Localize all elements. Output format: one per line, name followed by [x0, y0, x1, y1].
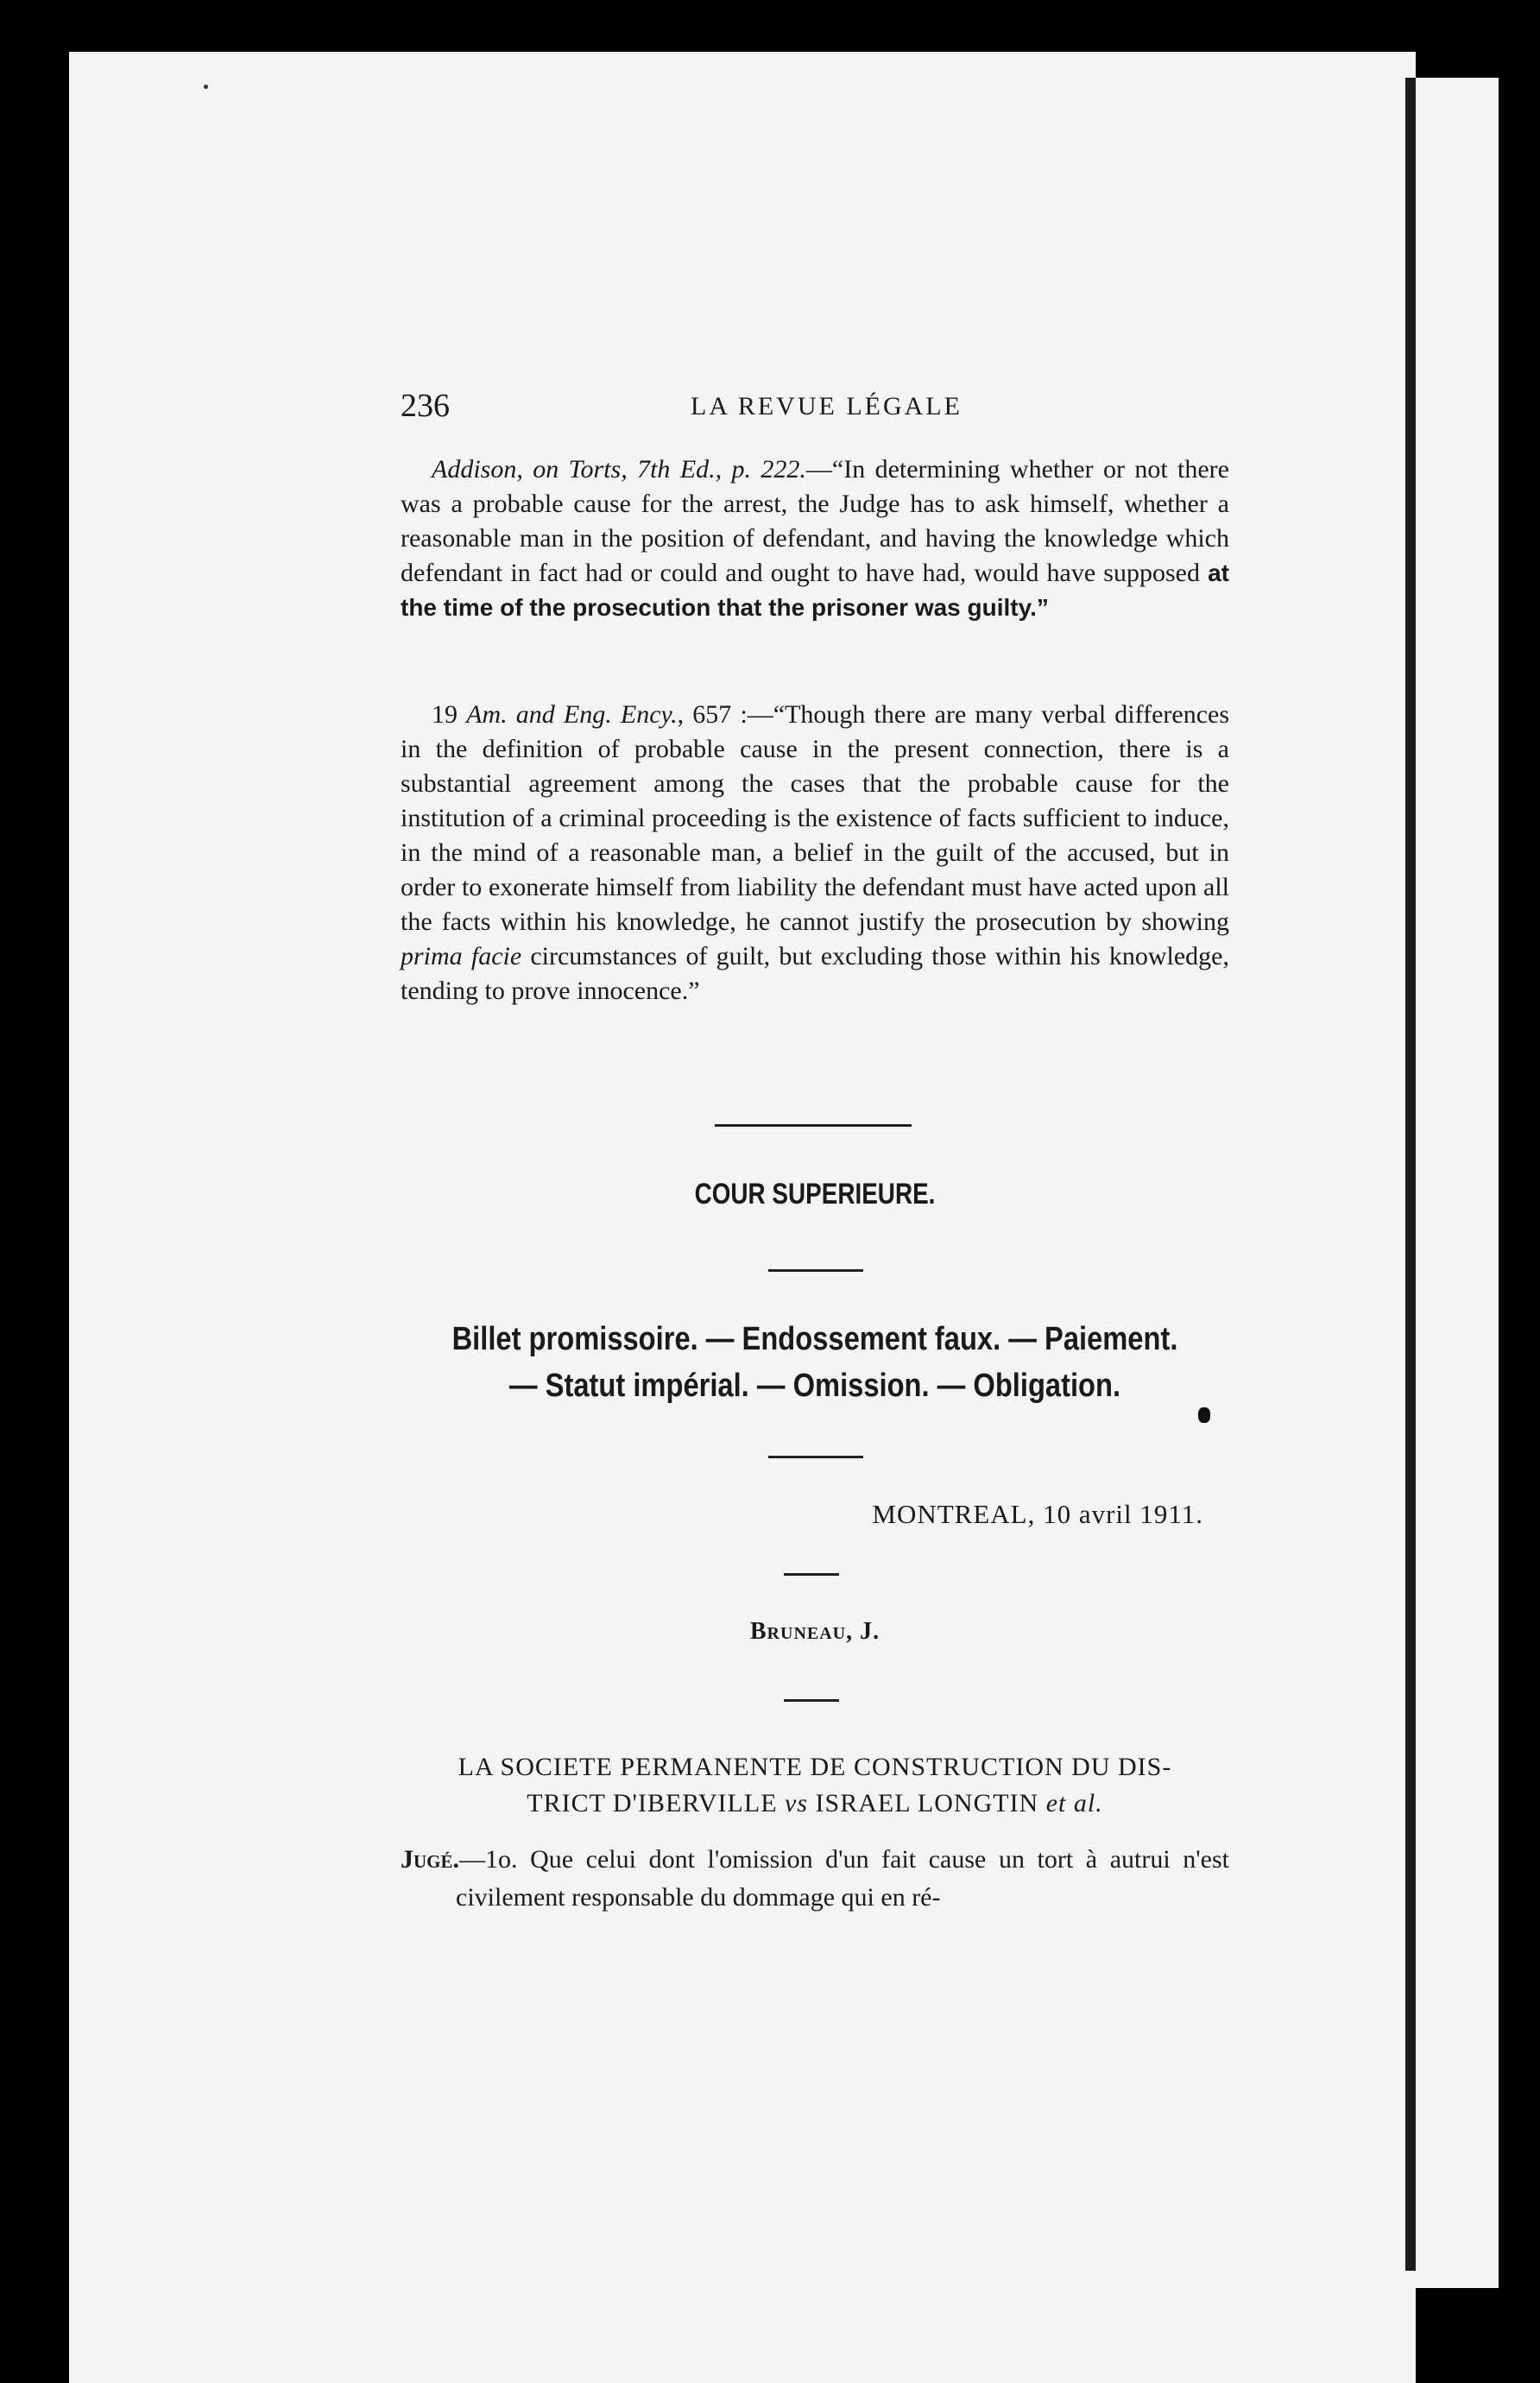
- paragraph-encyclopedia-end: circumstances of guilt, but excluding those within his knowledge, tending to prove innocence.”: [401, 942, 1229, 1005]
- citation-encyclopedia: Am. and Eng. Ency.: [466, 700, 678, 729]
- running-head: LA REVUE LÉGALE: [691, 392, 962, 420]
- parties-defendant: ISRAEL LONGTIN: [808, 1789, 1046, 1817]
- paragraph-encyclopedia-lead: 19: [432, 700, 467, 729]
- divider-rule: [784, 1573, 839, 1576]
- et-al: et al.: [1045, 1789, 1103, 1817]
- paragraph-addison-tail: at the time of the prosecution that the prisoner was guilty.”: [401, 559, 1230, 621]
- scan-speck: [204, 85, 208, 89]
- citation-prima-facie: prima facie: [401, 942, 522, 970]
- case-parties: [401, 1749, 1229, 1822]
- judge-name: Bruneau, J.: [749, 1618, 880, 1645]
- page-edge-strip: [1416, 78, 1499, 2288]
- section-divider: [715, 1124, 912, 1127]
- headnote-line-2: — Statut impérial. — Omission. — Obligation.: [508, 1368, 1121, 1404]
- parties-line-2: [401, 1786, 1229, 1822]
- versus: vs: [785, 1789, 809, 1817]
- paragraph-encyclopedia-body: , 657 :—“Though there are many verbal differences in the definition of probable cause in the present connection, there is a substantial agreement among the cases that the probable cause for the institution of a criminal proceeding is the existence of facts sufficient to induce, in the mind of a reasonable man, a belief in the guilt of the accused, but in order to exonerate himself from liability the defendant must have acted upon all the facts within his knowledge, he cannot justify the prosecution by showing: [401, 700, 1229, 936]
- headnote: [450, 1316, 1180, 1409]
- ink-mark: [1198, 1407, 1210, 1423]
- paragraph-addison-body: —“In determining whether or not there was a probable cause for the arrest, the Judge has to ask himself, whether a reasonable man in the position of defendant, and having the knowledge which defendant in fact had or could and ought to have had, would have supposed: [401, 455, 1229, 587]
- holding-label: Jugé.: [401, 1845, 460, 1874]
- divider-rule: [768, 1269, 863, 1272]
- page-header: [401, 387, 1229, 430]
- holding: [401, 1841, 1229, 1917]
- page-edge-shadow: [1405, 78, 1416, 2271]
- headnote-line-1: Billet promissoire. — Endossement faux. — Paiement.: [451, 1321, 1178, 1357]
- paragraph-encyclopedia: [401, 698, 1229, 1008]
- divider-rule: [784, 1699, 839, 1702]
- scan-border: [1499, 0, 1540, 2383]
- place-date: MONTREAL, 10 avril 1911.: [872, 1499, 1203, 1529]
- page-number: 236: [401, 388, 450, 424]
- holding-line: [401, 1841, 1229, 1917]
- parties-line-1: LA SOCIETE PERMANENTE DE CONSTRUCTION DU DIS-: [458, 1753, 1172, 1781]
- paragraph-addison: [401, 452, 1229, 625]
- parties-plaintiff-end: TRICT D'IBERVILLE: [527, 1789, 786, 1817]
- divider-rule: [768, 1456, 863, 1458]
- holding-text: —1o. Que celui dont l'omission d'un fait cause un tort à autrui n'est civilement responsable du dommage qui en ré-: [456, 1845, 1229, 1912]
- court-title: COUR SUPERIEURE.: [694, 1178, 936, 1210]
- citation-addison: Addison, on Torts, 7th Ed., p. 222.: [432, 455, 806, 484]
